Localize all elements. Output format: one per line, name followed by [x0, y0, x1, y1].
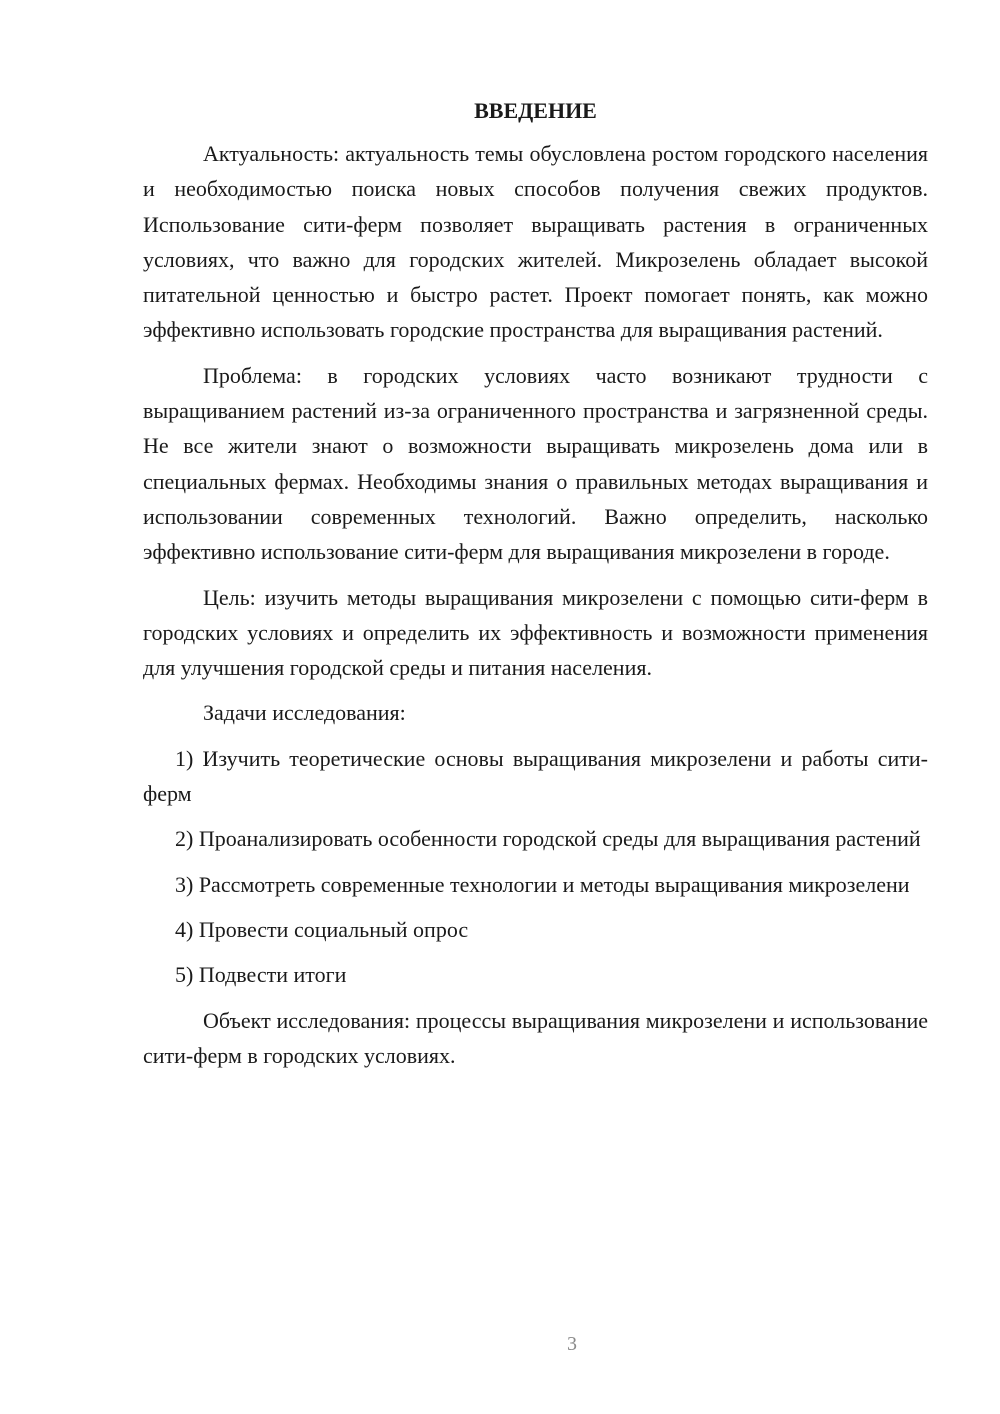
paragraph-problem: Проблема: в городских условиях часто возникают трудности с выращиванием растений из-за ограниченного пространства и загрязненной среды. Не все жители знают о возможности выращивать микрозелень дома или в специальных фермах. Необходимы знания о правильных методах выращивания и использовании современных технологий. Важно определить, насколько эффективно использование сити-ферм для выращивания микрозелени в городе. — [143, 362, 928, 565]
list-item: 2) Проанализировать особенности городской среды для выращивания растений — [175, 826, 921, 852]
list-item: 4) Провести социальный опрос — [175, 916, 469, 942]
list-item: 3) Рассмотреть современные технологии и методы выращивания микрозелени — [175, 871, 910, 897]
document-page — [143, 96, 928, 1083]
page-number: 3 — [567, 1333, 577, 1355]
list-item: 1) Изучить теоретические основы выращивания микрозелени и работы сити-ферм — [143, 745, 928, 807]
page-heading: ВВЕДЕНИЕ — [474, 98, 597, 123]
paragraph-object: Объект исследования: процессы выращивания микрозелени и использование сити-ферм в городских условиях. — [143, 1007, 928, 1068]
tasks-list — [143, 741, 928, 993]
list-item: 5) Подвести итоги — [175, 962, 347, 988]
paragraph-relevance: Актуальность: актуальность темы обусловлена ростом городского населения и необходимостью поиска новых способов получения свежих продуктов. Использование сити-ферм позволяет выращивать растения в ограниченных условиях, что важно для городских жителей. Микрозелень обладает высокой питательной ценностью и быстро растет. Проект помогает понять, как можно эффективно использовать городские пространства для выращивания растений. — [143, 141, 928, 343]
paragraph-tasks-intro: Задачи исследования: — [203, 700, 406, 726]
paragraph-goal: Цель: изучить методы выращивания микрозелени с помощью сити-ферм в городских условиях и определить их эффективность и возможности применения для улучшения городской среды и питания населения. — [143, 584, 928, 681]
